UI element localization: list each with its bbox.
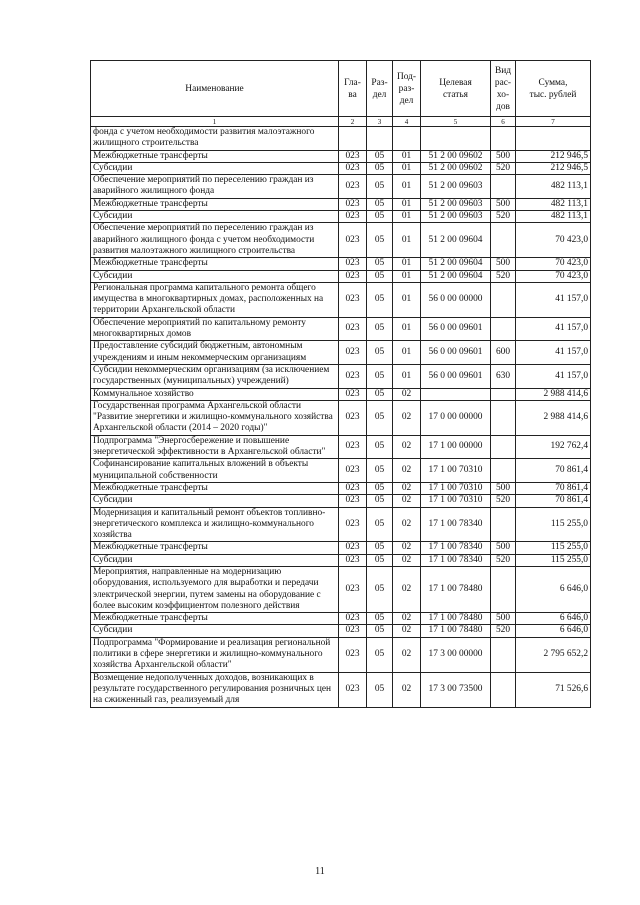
- table-row: [91, 223, 591, 258]
- cell-subsection: 01: [393, 175, 421, 199]
- cell-section: 05: [367, 162, 393, 174]
- cell-section: 05: [367, 542, 393, 554]
- cell-subsection: 01: [393, 282, 421, 317]
- cell-chapter: 023: [339, 162, 367, 174]
- cell-section: 05: [367, 672, 393, 707]
- cell-expense-type: [491, 459, 516, 483]
- table-row: [91, 162, 591, 174]
- header-name: Наименование: [91, 61, 339, 117]
- table-row: [91, 554, 591, 566]
- cell-expense-type: [491, 317, 516, 341]
- cell-target-article: 17 1 00 78480: [421, 613, 491, 625]
- table-row: [91, 459, 591, 483]
- cell-expense-type: 520: [491, 162, 516, 174]
- cell-target-article: 17 1 00 00000: [421, 435, 491, 459]
- cell-chapter: 023: [339, 341, 367, 365]
- cell-chapter: 023: [339, 637, 367, 672]
- cell-name: Софинансирование капитальных вложений в объекты муниципальной собственности: [91, 459, 339, 483]
- table-row: [91, 482, 591, 494]
- cell-target-article: 51 2 00 09604: [421, 223, 491, 258]
- cell-amount: 115 255,0: [516, 507, 591, 542]
- cell-target-article: 51 2 00 09604: [421, 258, 491, 270]
- cell-target-article: 17 1 00 78480: [421, 566, 491, 612]
- cell-subsection: 01: [393, 317, 421, 341]
- cell-subsection: 02: [393, 435, 421, 459]
- cell-target-article: 51 2 00 09604: [421, 270, 491, 282]
- cell-chapter: 023: [339, 198, 367, 210]
- cell-section: 05: [367, 198, 393, 210]
- cell-name: Межбюджетные трансферты: [91, 542, 339, 554]
- cell-expense-type: 520: [491, 625, 516, 637]
- cell-chapter: 023: [339, 258, 367, 270]
- cell-section: 05: [367, 270, 393, 282]
- column-number-name: 1: [91, 117, 339, 127]
- cell-amount: 6 646,0: [516, 625, 591, 637]
- table-row: [91, 507, 591, 542]
- header-amount: Сумма, тыс. рублей: [516, 61, 591, 117]
- cell-expense-type: 500: [491, 542, 516, 554]
- cell-chapter: 023: [339, 317, 367, 341]
- cell-section: 05: [367, 211, 393, 223]
- cell-name: Мероприятия, направленные на модернизацию оборудования, используемого для выработки и передачи электрической энергии, путем замены на оборудование с более высоким коэффициентом полезного действия: [91, 566, 339, 612]
- cell-section: 05: [367, 364, 393, 388]
- cell-amount: 70 861,4: [516, 482, 591, 494]
- header-chapter: Гла- ва: [339, 61, 367, 117]
- cell-expense-type: 520: [491, 495, 516, 507]
- cell-subsection: 01: [393, 258, 421, 270]
- table-row: [91, 211, 591, 223]
- cell-expense-type: [491, 637, 516, 672]
- cell-target-article: 17 0 00 00000: [421, 400, 491, 435]
- cell-name: Государственная программа Архангельской области "Развитие энергетики и жилищно-коммунального хозяйства Архангельской области (2014 – 2020 годы)": [91, 400, 339, 435]
- cell-amount: 212 946,5: [516, 150, 591, 162]
- cell-target-article: 17 1 00 78340: [421, 507, 491, 542]
- cell-name: Межбюджетные трансферты: [91, 482, 339, 494]
- cell-chapter: 023: [339, 400, 367, 435]
- cell-section: 05: [367, 317, 393, 341]
- cell-target-article: 56 0 00 00000: [421, 282, 491, 317]
- cell-target-article: 17 1 00 78340: [421, 542, 491, 554]
- cell-name: Субсидии: [91, 270, 339, 282]
- cell-expense-type: [491, 388, 516, 400]
- cell-expense-type: [491, 175, 516, 199]
- cell-target-article: 17 1 00 78480: [421, 625, 491, 637]
- cell-name: Субсидии: [91, 495, 339, 507]
- cell-section: 05: [367, 637, 393, 672]
- table-row: [91, 400, 591, 435]
- table-row: [91, 150, 591, 162]
- cell-name: Межбюджетные трансферты: [91, 150, 339, 162]
- cell-expense-type: 630: [491, 364, 516, 388]
- table-row: [91, 258, 591, 270]
- cell-chapter: 023: [339, 613, 367, 625]
- cell-subsection: 02: [393, 637, 421, 672]
- cell-subsection: 02: [393, 554, 421, 566]
- cell-expense-type: 520: [491, 270, 516, 282]
- cell-amount: 212 946,5: [516, 162, 591, 174]
- table-row: [91, 364, 591, 388]
- cell-name: Субсидии: [91, 625, 339, 637]
- cell-section: 05: [367, 175, 393, 199]
- cell-chapter: 023: [339, 482, 367, 494]
- table-row: [91, 495, 591, 507]
- cell-amount: 70 423,0: [516, 223, 591, 258]
- cell-name: Субсидии некоммерческим организациям (за исключением государственных (муниципальных) учреждений): [91, 364, 339, 388]
- cell-subsection: 01: [393, 364, 421, 388]
- cell-chapter: 023: [339, 175, 367, 199]
- cell-amount: 482 113,1: [516, 198, 591, 210]
- cell-section: 05: [367, 554, 393, 566]
- header-target-article: Целевая статья: [421, 61, 491, 117]
- cell-section: 05: [367, 223, 393, 258]
- cell-section: 05: [367, 625, 393, 637]
- cell-subsection: 01: [393, 341, 421, 365]
- cell-chapter: 023: [339, 270, 367, 282]
- cell-subsection: 02: [393, 625, 421, 637]
- cell-target-article: 17 3 00 73500: [421, 672, 491, 707]
- cell-amount: 41 157,0: [516, 341, 591, 365]
- cell-expense-type: 500: [491, 482, 516, 494]
- cell-amount: 2 795 652,2: [516, 637, 591, 672]
- cell-expense-type: 520: [491, 554, 516, 566]
- cell-subsection: 02: [393, 566, 421, 612]
- cell-subsection: 01: [393, 150, 421, 162]
- cell-subsection: 01: [393, 211, 421, 223]
- cell-chapter: 023: [339, 507, 367, 542]
- cell-name: Подпрограмма "Энергосбережение и повышение энергетической эффективности в Архангельской области": [91, 435, 339, 459]
- table-row: [91, 388, 591, 400]
- column-number-section: 3: [367, 117, 393, 127]
- table-row: [91, 175, 591, 199]
- cell-target-article: 56 0 00 09601: [421, 364, 491, 388]
- cell-name: Межбюджетные трансферты: [91, 613, 339, 625]
- cell-name: Предоставление субсидий бюджетным, автономным учреждениям и иным некоммерческим организациям: [91, 341, 339, 365]
- cell-target-article: [421, 127, 491, 151]
- column-number-target-article: 5: [421, 117, 491, 127]
- cell-section: 05: [367, 507, 393, 542]
- cell-amount: 70 423,0: [516, 270, 591, 282]
- cell-subsection: 02: [393, 388, 421, 400]
- cell-name: Обеспечение мероприятий по переселению граждан из аварийного жилищного фонда: [91, 175, 339, 199]
- cell-expense-type: [491, 282, 516, 317]
- table-row: [91, 566, 591, 612]
- cell-subsection: 02: [393, 507, 421, 542]
- cell-chapter: 023: [339, 364, 367, 388]
- cell-target-article: [421, 388, 491, 400]
- cell-chapter: 023: [339, 459, 367, 483]
- cell-chapter: 023: [339, 495, 367, 507]
- cell-section: 05: [367, 150, 393, 162]
- header-section: Раз- дел: [367, 61, 393, 117]
- cell-chapter: 023: [339, 566, 367, 612]
- cell-target-article: 56 0 00 09601: [421, 341, 491, 365]
- cell-subsection: [393, 127, 421, 151]
- cell-chapter: 023: [339, 435, 367, 459]
- cell-chapter: 023: [339, 223, 367, 258]
- cell-subsection: 02: [393, 459, 421, 483]
- table-row: [91, 542, 591, 554]
- cell-amount: 41 157,0: [516, 282, 591, 317]
- cell-amount: 115 255,0: [516, 554, 591, 566]
- cell-expense-type: 500: [491, 258, 516, 270]
- cell-section: [367, 127, 393, 151]
- table-body: [91, 127, 591, 708]
- table-row: [91, 613, 591, 625]
- table-row: [91, 282, 591, 317]
- cell-subsection: 02: [393, 400, 421, 435]
- cell-name: Субсидии: [91, 211, 339, 223]
- table-row: [91, 317, 591, 341]
- cell-subsection: 02: [393, 613, 421, 625]
- table-row: [91, 270, 591, 282]
- cell-target-article: 17 1 00 70310: [421, 482, 491, 494]
- cell-chapter: 023: [339, 625, 367, 637]
- cell-section: 05: [367, 566, 393, 612]
- cell-expense-type: [491, 435, 516, 459]
- table-row: [91, 127, 591, 151]
- cell-name: Модернизация и капитальный ремонт объектов топливно-энергетического комплекса и жилищно-коммунального хозяйства: [91, 507, 339, 542]
- cell-section: 05: [367, 258, 393, 270]
- cell-amount: 482 113,1: [516, 211, 591, 223]
- cell-expense-type: 520: [491, 211, 516, 223]
- column-number-subsection: 4: [393, 117, 421, 127]
- cell-expense-type: [491, 507, 516, 542]
- column-number-row: [91, 117, 591, 127]
- table-row: [91, 341, 591, 365]
- table-row: [91, 637, 591, 672]
- cell-amount: 2 988 414,6: [516, 400, 591, 435]
- cell-amount: [516, 127, 591, 151]
- cell-chapter: 023: [339, 672, 367, 707]
- cell-chapter: 023: [339, 554, 367, 566]
- cell-section: 05: [367, 613, 393, 625]
- cell-section: 05: [367, 459, 393, 483]
- cell-target-article: 51 2 00 09603: [421, 211, 491, 223]
- cell-subsection: 01: [393, 198, 421, 210]
- cell-expense-type: [491, 223, 516, 258]
- cell-name: Подпрограмма "Формирование и реализация региональной политики в сфере энергетики и жилищно-коммунального хозяйства Архангельской области": [91, 637, 339, 672]
- cell-amount: 70 861,4: [516, 495, 591, 507]
- cell-subsection: 02: [393, 672, 421, 707]
- table-header-row: [91, 61, 591, 117]
- cell-name: Субсидии: [91, 554, 339, 566]
- cell-amount: 2 988 414,6: [516, 388, 591, 400]
- cell-chapter: 023: [339, 542, 367, 554]
- cell-expense-type: [491, 400, 516, 435]
- cell-chapter: [339, 127, 367, 151]
- cell-target-article: 51 2 00 09603: [421, 198, 491, 210]
- cell-expense-type: 500: [491, 613, 516, 625]
- cell-name: Межбюджетные трансферты: [91, 258, 339, 270]
- cell-amount: 482 113,1: [516, 175, 591, 199]
- cell-section: 05: [367, 482, 393, 494]
- cell-amount: 192 762,4: [516, 435, 591, 459]
- cell-amount: 70 861,4: [516, 459, 591, 483]
- cell-section: 05: [367, 341, 393, 365]
- cell-subsection: 02: [393, 495, 421, 507]
- cell-subsection: 01: [393, 223, 421, 258]
- cell-expense-type: 500: [491, 198, 516, 210]
- column-number-expense-type: 6: [491, 117, 516, 127]
- cell-chapter: 023: [339, 150, 367, 162]
- cell-subsection: 02: [393, 542, 421, 554]
- cell-section: 05: [367, 495, 393, 507]
- table-row: [91, 198, 591, 210]
- table-row: [91, 672, 591, 707]
- cell-target-article: 17 1 00 70310: [421, 459, 491, 483]
- cell-expense-type: [491, 127, 516, 151]
- header-subsection: Под- раз- дел: [393, 61, 421, 117]
- cell-amount: 70 423,0: [516, 258, 591, 270]
- column-number-amount: 7: [516, 117, 591, 127]
- cell-chapter: 023: [339, 211, 367, 223]
- cell-chapter: 023: [339, 282, 367, 317]
- cell-target-article: 51 2 00 09602: [421, 162, 491, 174]
- cell-amount: 41 157,0: [516, 364, 591, 388]
- table-row: [91, 625, 591, 637]
- cell-target-article: 56 0 00 09601: [421, 317, 491, 341]
- cell-subsection: 01: [393, 270, 421, 282]
- cell-chapter: 023: [339, 388, 367, 400]
- cell-name: Субсидии: [91, 162, 339, 174]
- cell-amount: 41 157,0: [516, 317, 591, 341]
- cell-expense-type: [491, 566, 516, 612]
- header-expense-type: Вид рас- хо- дов: [491, 61, 516, 117]
- cell-name: Региональная программа капитального ремонта общего имущества в многоквартирных домах, расположенных на территории Архангельской области: [91, 282, 339, 317]
- table-row: [91, 435, 591, 459]
- cell-section: 05: [367, 388, 393, 400]
- cell-name: фонда с учетом необходимости развития малоэтажного жилищного строительства: [91, 127, 339, 151]
- cell-amount: 115 255,0: [516, 542, 591, 554]
- cell-amount: 71 526,6: [516, 672, 591, 707]
- cell-target-article: 17 3 00 00000: [421, 637, 491, 672]
- cell-target-article: 51 2 00 09602: [421, 150, 491, 162]
- page-number: 11: [315, 866, 325, 877]
- cell-name: Обеспечение мероприятий по переселению граждан из аварийного жилищного фонда с учетом необходимости развития малоэтажного жилищного строительства: [91, 223, 339, 258]
- column-number-chapter: 2: [339, 117, 367, 127]
- cell-subsection: 01: [393, 162, 421, 174]
- cell-subsection: 02: [393, 482, 421, 494]
- budget-table: [90, 60, 591, 708]
- cell-amount: 6 646,0: [516, 613, 591, 625]
- cell-name: Возмещение недополученных доходов, возникающих в результате государственного регулирования розничных цен на сжиженный газ, реализуемый для: [91, 672, 339, 707]
- cell-target-article: 17 1 00 78340: [421, 554, 491, 566]
- cell-amount: 6 646,0: [516, 566, 591, 612]
- cell-section: 05: [367, 435, 393, 459]
- cell-section: 05: [367, 400, 393, 435]
- cell-expense-type: 500: [491, 150, 516, 162]
- cell-target-article: 17 1 00 70310: [421, 495, 491, 507]
- cell-target-article: 51 2 00 09603: [421, 175, 491, 199]
- cell-name: Обеспечение мероприятий по капитальному ремонту многоквартирных домов: [91, 317, 339, 341]
- cell-expense-type: 600: [491, 341, 516, 365]
- cell-expense-type: [491, 672, 516, 707]
- cell-section: 05: [367, 282, 393, 317]
- cell-name: Коммунальное хозяйство: [91, 388, 339, 400]
- cell-name: Межбюджетные трансферты: [91, 198, 339, 210]
